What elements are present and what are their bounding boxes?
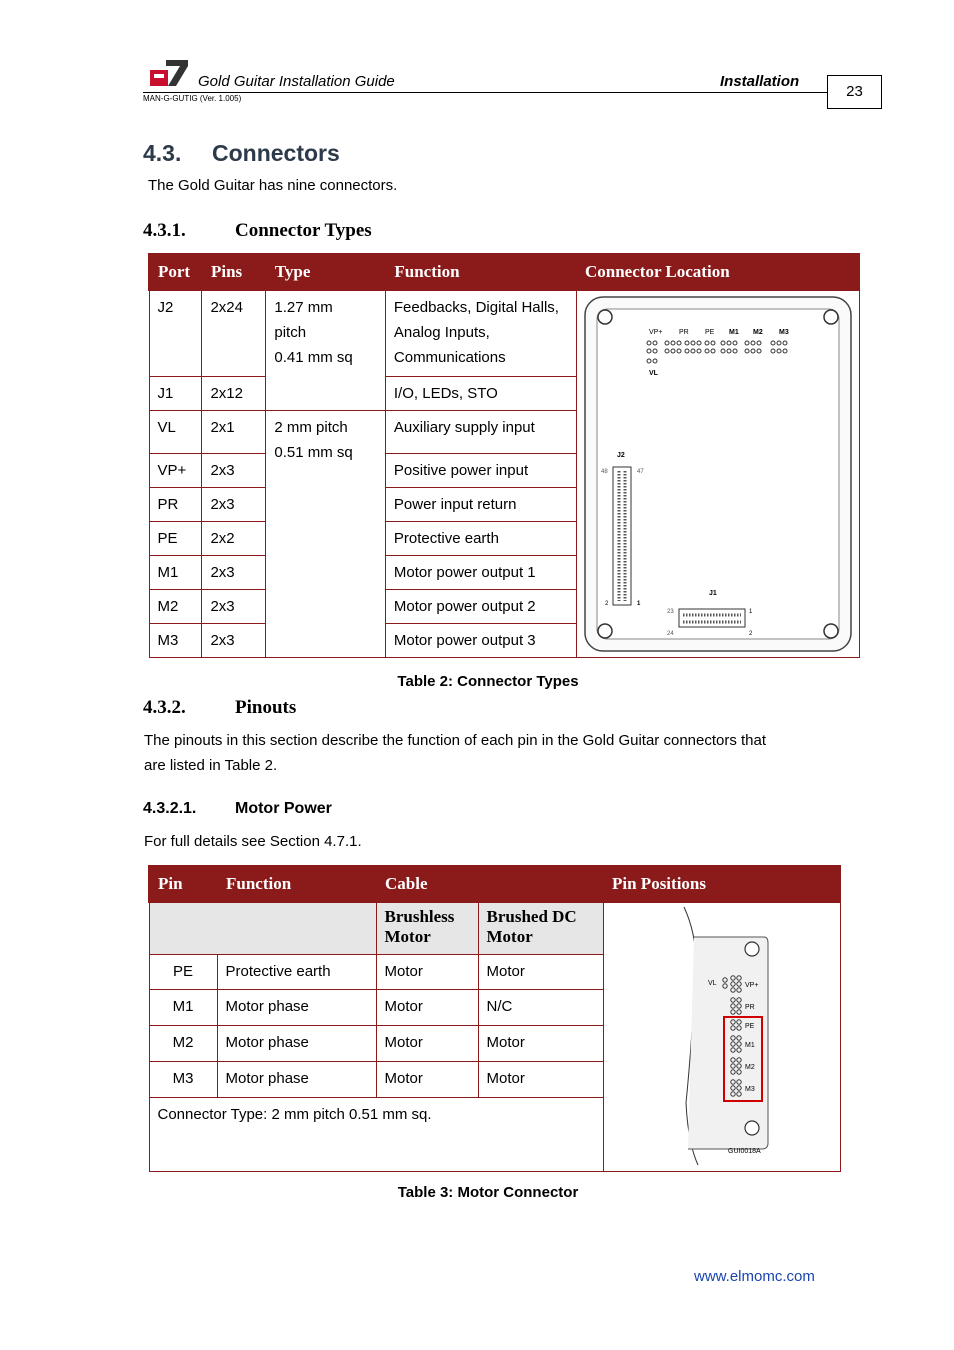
svg-text:24: 24 [666,631,674,637]
subheader-brushless: Brushless Motor [376,902,478,954]
cell-function: Motor phase [217,990,376,1026]
col-header-location: Connector Location [576,254,859,290]
document-code: MAN-G-GUTIG (Ver. 1.005) [143,94,242,103]
connector-type-note: Connector Type: 2 mm pitch 0.51 mm sq. [149,1098,603,1172]
cell-pin: M2 [149,1026,217,1062]
motor-connector-table [148,865,841,1172]
svg-text:23: 23 [666,609,674,615]
document-title: Gold Guitar Installation Guide [198,73,395,90]
cell-pins: 2x1 [202,410,266,454]
cell-port: J2 [149,290,202,376]
cell-type: 2 mm pitch 0.51 mm sq [266,410,386,658]
svg-text:M2: M2 [744,1064,755,1071]
cell-pins: 2x3 [202,556,266,590]
svg-text:2: 2 [604,601,608,607]
cell-port: M2 [149,590,202,624]
col-header-function: Function [217,866,376,902]
subsection-heading-motor-power: 4.3.2.1. Motor Power [143,800,332,817]
pin-positions-figure [603,902,840,1172]
svg-text:1: 1 [748,609,752,615]
table2-caption: Table 2: Connector Types [397,673,579,690]
svg-text:PR: PR [678,329,689,336]
cell-port: M1 [149,556,202,590]
cell-pins: 2x3 [202,624,266,658]
cell-function: Positive power input [385,454,576,488]
svg-text:48: 48 [600,469,608,475]
svg-text:1: 1 [636,601,640,607]
svg-text:M1: M1 [744,1042,755,1049]
cell-port: VL [149,410,202,454]
svg-text:VL: VL [648,370,658,377]
cell-type: 1.27 mm pitch 0.41 mm sq [266,290,386,410]
table3-caption: Table 3: Motor Connector [397,1184,579,1201]
svg-text:M3: M3 [778,329,789,336]
table-row [149,290,859,376]
cell-brushless: Motor [376,990,478,1026]
elmo-logo [148,58,190,88]
col-header-pin-positions: Pin Positions [603,866,840,902]
svg-text:J2: J2 [616,452,625,459]
svg-text:M3: M3 [744,1086,755,1093]
cell-function: Protective earth [385,522,576,556]
svg-text:2: 2 [748,631,752,637]
subheader-blank [149,902,376,954]
cell-pins: 2x24 [202,290,266,376]
cell-brushed: Motor [478,1062,603,1098]
subheader-brushed: Brushed DC Motor [478,902,603,954]
chapter-name: Installation [720,73,800,90]
svg-text:47: 47 [636,469,644,475]
cell-function: Motor phase [217,1062,376,1098]
cell-pins: 2x3 [202,488,266,522]
svg-text:J1: J1 [708,590,717,597]
svg-text:M1: M1 [728,329,739,336]
cell-function: Motor power output 1 [385,556,576,590]
cell-brushless: Motor [376,954,478,990]
subsection-heading-pinouts: 4.3.2. Pinouts [143,697,297,718]
cell-pins: 2x2 [202,522,266,556]
col-header-type: Type [266,254,386,290]
cell-port: PR [149,488,202,522]
svg-text:VL: VL [707,980,717,987]
section-intro: The Gold Guitar has nine connectors. [148,177,398,194]
section-heading: 4.3. Connectors [143,140,340,166]
col-header-pin: Pin [149,866,217,902]
cell-pin: M3 [149,1062,217,1098]
page-number: 23 [827,75,882,109]
svg-text:VP+: VP+ [744,982,758,989]
subsection-heading-connector-types: 4.3.1. Connector Types [143,220,372,241]
col-header-function: Function [385,254,576,290]
cell-brushless: Motor [376,1026,478,1062]
cell-function: Motor power output 2 [385,590,576,624]
cell-function: Motor power output 3 [385,624,576,658]
svg-text:PR: PR [744,1004,755,1011]
cell-pin: PE [149,954,217,990]
svg-text:M2: M2 [752,329,763,336]
col-header-cable: Cable [376,866,603,902]
svg-text:PE: PE [704,329,714,336]
header-divider [143,92,827,93]
cell-port: PE [149,522,202,556]
cell-port: VP+ [149,454,202,488]
motor-power-reference: For full details see Section 4.7.1. [144,833,362,850]
col-header-pins: Pins [202,254,266,290]
cell-brushless: Motor [376,1062,478,1098]
pinouts-description: The pinouts in this section describe the function of each pin in the Gold Guitar connectors that are listed in Table 2. [144,732,767,774]
connector-location-figure [576,290,859,658]
cell-function: Auxiliary supply input [385,410,576,454]
cell-pin: M1 [149,990,217,1026]
cell-brushed: N/C [478,990,603,1026]
svg-text:GUI0018A: GUI0018A [727,1148,761,1155]
website-link[interactable]: www.elmomc.com [694,1268,815,1285]
cell-function: Protective earth [217,954,376,990]
cell-function: Motor phase [217,1026,376,1062]
cell-function: Feedbacks, Digital Halls, Analog Inputs, Communications [385,290,576,376]
cell-brushed: Motor [478,954,603,990]
svg-text:VP+: VP+ [648,329,662,336]
svg-text:PE: PE [744,1023,754,1030]
cell-pins: 2x12 [202,376,266,410]
cell-port: J1 [149,376,202,410]
connector-types-table [148,253,860,658]
cell-function: I/O, LEDs, STO [385,376,576,410]
cell-port: M3 [149,624,202,658]
cell-pins: 2x3 [202,454,266,488]
col-header-port: Port [149,254,202,290]
cell-function: Power input return [385,488,576,522]
cell-pins: 2x3 [202,590,266,624]
cell-brushed: Motor [478,1026,603,1062]
